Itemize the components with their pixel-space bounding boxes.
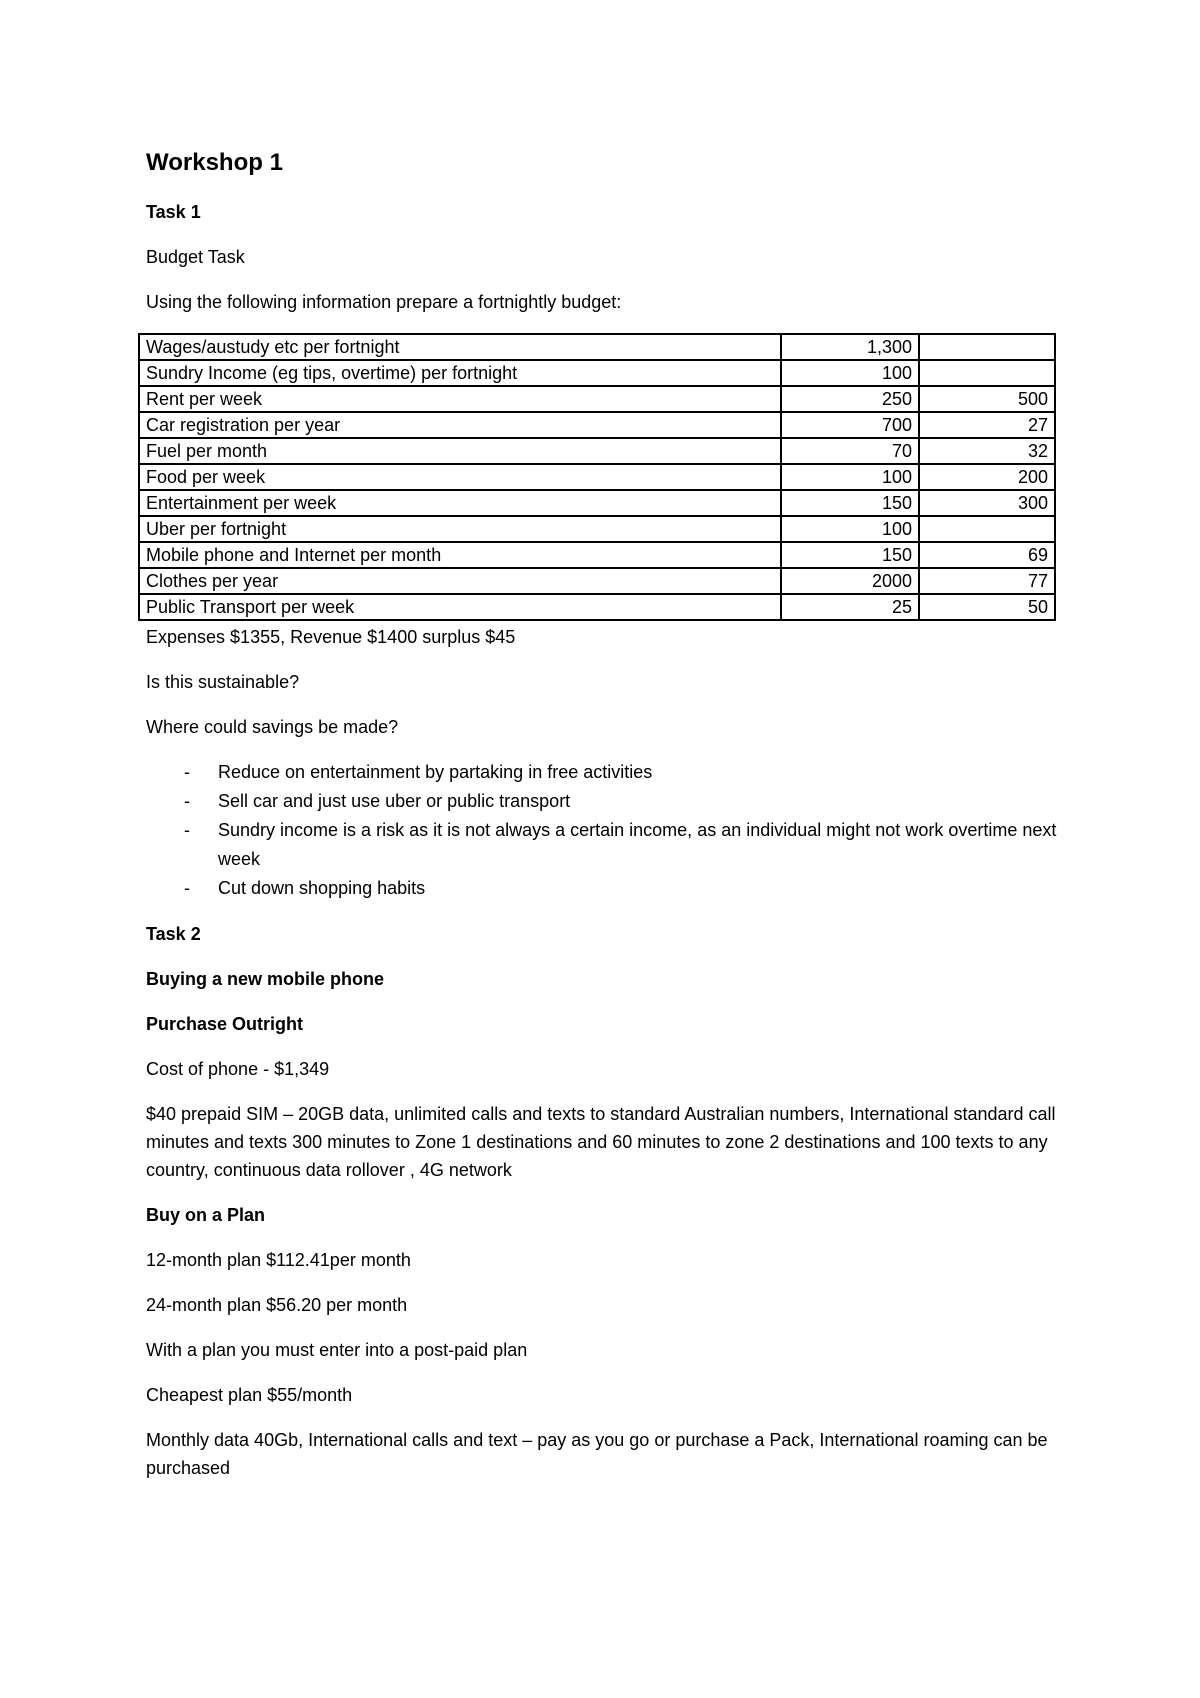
plan-12-month: 12-month plan $112.41per month — [146, 1250, 411, 1270]
list-item: - Sundry income is a risk as it is not always a certain income, as an individual might not work overtime next week — [146, 816, 1066, 874]
budget-fortnightly-cell: 200 — [919, 464, 1055, 490]
budget-item-cell: Sundry Income (eg tips, overtime) per fortnight — [139, 360, 781, 386]
monthly-data: Monthly data 40Gb, International calls and text – pay as you go or purchase a Pack, International roaming can be purchased — [146, 1430, 1048, 1478]
prepaid-details: $40 prepaid SIM – 20GB data, unlimited calls and texts to standard Australian numbers, International standard call minutes and texts 300 minutes to Zone 1 destinations and 60 minutes to zone 2 destinations and 100 texts to any country, continuous data rollover , 4G network — [146, 1104, 1056, 1180]
table-row — [139, 360, 1055, 386]
task2-heading: Task 2 — [146, 924, 201, 944]
document-content — [146, 148, 1066, 1499]
budget-fortnightly-cell — [919, 334, 1055, 360]
list-item: - Reduce on entertainment by partaking in free activities — [146, 758, 1066, 787]
budget-item-cell: Mobile phone and Internet per month — [139, 542, 781, 568]
budget-amount-cell: 150 — [781, 490, 919, 516]
budget-item-cell: Rent per week — [139, 386, 781, 412]
budget-item-cell: Clothes per year — [139, 568, 781, 594]
budget-fortnightly-cell: 300 — [919, 490, 1055, 516]
table-row — [139, 412, 1055, 438]
postpaid-note: With a plan you must enter into a post-paid plan — [146, 1340, 528, 1360]
budget-amount-cell: 100 — [781, 516, 919, 542]
budget-fortnightly-cell — [919, 516, 1055, 542]
budget-fortnightly-cell: 500 — [919, 386, 1055, 412]
plan-24-month: 24-month plan $56.20 per month — [146, 1295, 408, 1315]
list-item: - Cut down shopping habits — [146, 874, 1066, 903]
table-row — [139, 594, 1055, 620]
budget-fortnightly-cell — [919, 360, 1055, 386]
table-row — [139, 568, 1055, 594]
budget-amount-cell: 70 — [781, 438, 919, 464]
budget-item-cell: Fuel per month — [139, 438, 781, 464]
table-row — [139, 334, 1055, 360]
cheapest-plan: Cheapest plan $55/month — [146, 1385, 353, 1405]
budget-amount-cell: 25 — [781, 594, 919, 620]
budget-amount-cell: 250 — [781, 386, 919, 412]
budget-item-cell: Food per week — [139, 464, 781, 490]
budget-fortnightly-cell: 27 — [919, 412, 1055, 438]
budget-summary: Expenses $1355, Revenue $1400 surplus $45 — [146, 627, 516, 647]
table-row — [139, 490, 1055, 516]
budget-fortnightly-cell: 77 — [919, 568, 1055, 594]
budget-table — [138, 333, 1056, 621]
task2-subheading: Buying a new mobile phone — [146, 969, 385, 989]
budget-fortnightly-cell: 69 — [919, 542, 1055, 568]
budget-amount-cell: 1,300 — [781, 334, 919, 360]
budget-fortnightly-cell: 50 — [919, 594, 1055, 620]
page-title: Workshop 1 — [146, 149, 283, 176]
budget-item-cell: Wages/austudy etc per fortnight — [139, 334, 781, 360]
plan-heading: Buy on a Plan — [146, 1205, 266, 1225]
table-row — [139, 464, 1055, 490]
table-row — [139, 438, 1055, 464]
budget-item-cell: Public Transport per week — [139, 594, 781, 620]
budget-item-cell: Entertainment per week — [139, 490, 781, 516]
phone-cost: Cost of phone - $1,349 — [146, 1059, 330, 1079]
question-savings: Where could savings be made? — [146, 717, 399, 737]
list-item: - Sell car and just use uber or public transport — [146, 787, 1066, 816]
savings-list — [146, 758, 1066, 903]
budget-fortnightly-cell: 32 — [919, 438, 1055, 464]
budget-item-cell: Car registration per year — [139, 412, 781, 438]
table-row — [139, 386, 1055, 412]
budget-amount-cell: 700 — [781, 412, 919, 438]
task1-heading: Task 1 — [146, 202, 201, 222]
outright-heading: Purchase Outright — [146, 1014, 304, 1034]
budget-amount-cell: 100 — [781, 360, 919, 386]
budget-amount-cell: 100 — [781, 464, 919, 490]
task1-intro: Using the following information prepare a fortnightly budget: — [146, 292, 622, 312]
budget-amount-cell: 150 — [781, 542, 919, 568]
table-row — [139, 542, 1055, 568]
task1-subheading: Budget Task — [146, 247, 245, 267]
question-sustainable: Is this sustainable? — [146, 672, 300, 692]
table-row — [139, 516, 1055, 542]
budget-amount-cell: 2000 — [781, 568, 919, 594]
budget-item-cell: Uber per fortnight — [139, 516, 781, 542]
